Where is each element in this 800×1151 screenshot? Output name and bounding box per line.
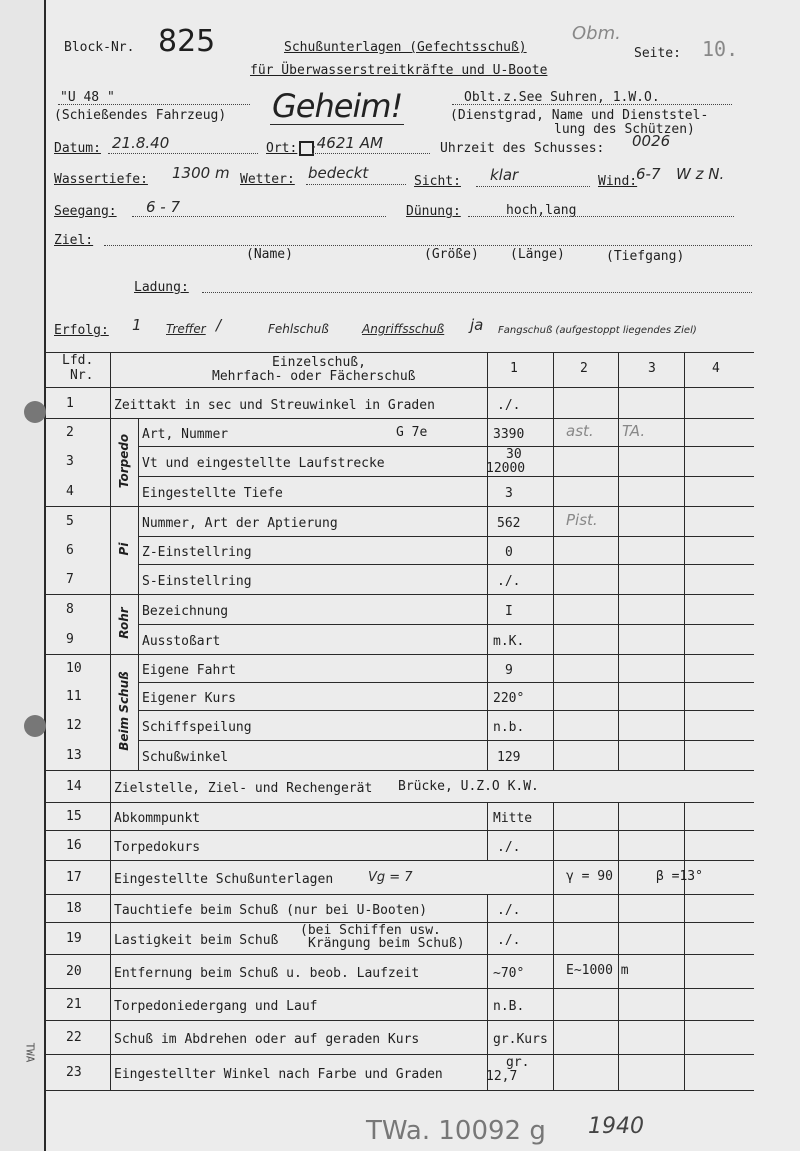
table-rule (44, 506, 754, 507)
head-col-1: 1 (510, 361, 518, 376)
row-description-note: Krängung beim Schuß) (308, 936, 465, 951)
row-number: 23 (66, 1065, 82, 1080)
row-extra-value: G 7e (396, 425, 428, 440)
head-col-3: 3 (648, 361, 656, 376)
col1-value: 0 (505, 545, 513, 560)
wind-value: 6-7 (636, 165, 661, 183)
ort-dots (312, 153, 430, 154)
table-rule (138, 446, 754, 447)
archive-stamp: TWa. 10092 g (366, 1116, 546, 1146)
row-description: Art, Nummer (142, 427, 229, 442)
row-number: 18 (66, 901, 82, 916)
row-description: Tauchtiefe beim Schuß (nur bei U-Booten) (114, 903, 428, 918)
table-rule (44, 594, 754, 595)
vessel-name: "U 48 " (60, 90, 115, 105)
head-nr: Nr. (70, 368, 94, 383)
table-rule (44, 352, 754, 353)
seegang-label: Seegang: (54, 204, 117, 219)
col1-value: ./. (497, 397, 521, 413)
table-rule (44, 954, 754, 955)
sicht-label: Sicht: (414, 174, 461, 189)
row-number: 7 (66, 572, 74, 587)
wetter-value: bedeckt (308, 164, 369, 182)
form-title-line1: Schußunterlagen (Gefechtsschuß) (284, 40, 527, 55)
row-description: Eingestellte Schußunterlagen (114, 872, 334, 887)
row-description: Torpedokurs (114, 840, 201, 855)
row-number: 19 (66, 931, 82, 946)
row-number: 4 (66, 484, 74, 499)
col1-value: n.b. (493, 720, 525, 735)
row-number: 20 (66, 964, 82, 979)
duenung-value: hoch,lang (506, 203, 577, 218)
col1-value: gr. (506, 1055, 530, 1070)
table-rule (44, 770, 754, 771)
datum-dots (108, 153, 258, 154)
ziel-laenge-caption: (Länge) (510, 247, 565, 262)
row-description: Entfernung beim Schuß u. beob. Laufzeit (114, 966, 420, 981)
table-rule (44, 860, 754, 861)
row-description: Zeittakt in sec und Streuwinkel in Graden (114, 397, 435, 413)
col1-value: 129 (497, 750, 521, 765)
table-rule (138, 476, 754, 477)
archive-year: 1940 (588, 1114, 644, 1139)
table-rule (138, 654, 139, 770)
shooter-caption-2: lung des Schützen) (554, 122, 695, 137)
table-rule (553, 352, 554, 770)
punch-hole-bottom (24, 715, 46, 737)
ziel-dots (104, 245, 752, 246)
sicht-value: klar (490, 166, 519, 184)
fangschuss-label: Fangschuß (aufgestoppt liegendes Ziel) (498, 325, 697, 336)
col1-value: 9 (505, 663, 513, 678)
table-rule (44, 894, 754, 895)
row-number: 11 (66, 689, 82, 704)
treffer-mark: / (216, 316, 222, 334)
table-rule (138, 710, 754, 711)
title-annotation: Obm. (572, 23, 621, 44)
table-rule (138, 536, 754, 537)
angriffsschuss-label: Angriffsschuß (362, 322, 445, 336)
pi-group-label: Pi (117, 542, 131, 556)
col1-value: 3390 (493, 427, 525, 442)
datum-value: 21.8.40 (112, 134, 170, 152)
row-description-note: (bei Schiffen usw. (300, 923, 441, 938)
table-rule (44, 418, 754, 419)
row-number: 6 (66, 543, 74, 558)
col1-value: ./. (497, 840, 521, 855)
row-number: 9 (66, 632, 74, 647)
secret-underline (270, 124, 404, 125)
row-description: Eigene Fahrt (142, 663, 236, 678)
margin-annotation: TWA (23, 1042, 37, 1063)
row-number: 1 (66, 395, 74, 411)
col1-value: 562 (497, 516, 521, 531)
row-description: Schuß im Abdrehen oder auf geraden Kurs (114, 1032, 420, 1047)
col1-value: ~70° (493, 966, 525, 981)
table-rule (487, 352, 488, 770)
table-rule (44, 830, 754, 831)
col2-value: Pist. (566, 511, 598, 529)
table-rule (138, 624, 754, 625)
row-description: Nummer, Art der Aptierung (142, 516, 338, 531)
head-lfd: Lfd. (62, 353, 94, 368)
row-description: Schußwinkel (142, 750, 229, 765)
table-rule (553, 802, 554, 1090)
row-description: Z-Einstellring (142, 545, 252, 560)
wetter-label: Wetter: (240, 172, 295, 187)
block-number: 825 (158, 24, 216, 59)
secret-stamp: Geheim! (272, 87, 403, 125)
col1-value: 30 (506, 447, 522, 462)
ort-label: Ort: (266, 141, 298, 156)
table-rule (44, 387, 754, 388)
row-description: Lastigkeit beim Schuß (114, 933, 279, 948)
col1-value: ./. (497, 903, 521, 918)
col1-value: 3 (505, 486, 513, 501)
col1-value: I (505, 604, 513, 619)
block-label: Block-Nr. (64, 40, 135, 55)
wassertiefe-label: Wassertiefe: (54, 172, 148, 187)
form-title-line2: für Überwasserstreitkräfte und U-Boote (250, 63, 548, 78)
duenung-dots (468, 216, 734, 217)
table-rule (487, 894, 488, 1090)
row-description: Torpedoniedergang und Lauf (114, 999, 318, 1014)
page-label: Seite: (634, 46, 681, 61)
row-description: S-Einstellring (142, 574, 252, 589)
table-rule (138, 682, 754, 683)
col1-value: n.B. (493, 999, 525, 1014)
row-number: 12 (66, 718, 82, 733)
uhrzeit-label: Uhrzeit des Schusses: (440, 141, 605, 156)
table-rule (138, 740, 754, 741)
table-rule (618, 352, 619, 770)
ziel-name-caption: (Name) (246, 247, 293, 262)
table-rule (44, 1020, 754, 1021)
wassertiefe-value: 1300 m (172, 164, 230, 182)
ladung-label: Ladung: (134, 280, 189, 295)
table-rule (487, 802, 488, 860)
table-rule (138, 418, 139, 506)
row-number: 2 (66, 425, 74, 440)
duenung-label: Dünung: (406, 204, 461, 219)
table-rule (44, 988, 754, 989)
sicht-dots (476, 186, 590, 187)
head-col-4: 4 (712, 361, 720, 376)
table-rule (44, 1054, 754, 1055)
ziel-groesse-caption: (Größe) (424, 247, 479, 262)
beim-schuss-group-label: Beim Schuß (117, 671, 131, 751)
row-number: 8 (66, 602, 74, 617)
treffer-label: Treffer (166, 322, 206, 336)
row-number: 15 (66, 809, 82, 824)
col2-value: E~1000 m (566, 963, 629, 978)
head-col-2: 2 (580, 361, 588, 376)
wind-direction: W z N. (676, 165, 725, 183)
row-number: 3 (66, 454, 74, 469)
row-description: Schiffspeilung (142, 720, 252, 735)
table-rule (618, 802, 619, 1090)
vessel-dots (58, 104, 250, 105)
page-number: 10. (702, 37, 739, 61)
col1-value: gr.Kurs (493, 1032, 548, 1047)
row-description: Ausstoßart (142, 634, 221, 649)
datum-label: Datum: (54, 141, 101, 156)
row-extra-value: Vg = 7 (368, 870, 413, 885)
table-rule (684, 802, 685, 1090)
col1-value: m.K. (493, 634, 525, 649)
head-desc-2: Mehrfach- oder Fächerschuß (212, 369, 416, 384)
table-rule (44, 654, 754, 655)
angriffsschuss-value: ja (470, 316, 484, 334)
row-number: 5 (66, 514, 74, 529)
head-desc-1: Einzelschuß, (272, 355, 366, 370)
col2-value: ast. (566, 422, 594, 440)
row-number: 17 (66, 870, 82, 885)
shooter-caption-1: (Dienstgrad, Name und Dienststel- (450, 108, 709, 123)
shooter-name: Oblt.z.See Suhren, 1.W.O. (464, 90, 660, 105)
ziel-tiefgang-caption: (Tiefgang) (606, 249, 685, 264)
col1-value: ./. (497, 933, 521, 948)
table-rule (110, 352, 111, 1090)
row-number: 16 (66, 838, 82, 853)
seegang-value: 6 - 7 (146, 198, 181, 216)
row-description: Vt und eingestellte Laufstrecke (142, 456, 385, 471)
table-rule (138, 594, 139, 654)
fehlschuss-label: Fehlschuß (268, 322, 329, 336)
wetter-dots (306, 184, 406, 185)
row-description: Eingestellte Tiefe (142, 486, 283, 501)
row-description: Eingestellter Winkel nach Farbe und Graden (114, 1067, 443, 1082)
punch-hole-top (24, 401, 46, 423)
shooter-dots (452, 104, 732, 105)
rohr-group-label: Rohr (117, 607, 131, 639)
wind-label: Wind: (598, 174, 638, 189)
table-rule (44, 802, 754, 803)
table-rule (138, 506, 139, 594)
ladung-dots (202, 292, 752, 293)
col1-value: 12,7 (486, 1069, 518, 1084)
table-rule (44, 1090, 754, 1091)
col1-value: ./. (497, 574, 521, 589)
row-number: 14 (66, 779, 82, 794)
row-number: 22 (66, 1030, 82, 1045)
col2-value: γ = 90 (566, 869, 613, 884)
row-description: Bezeichnung (142, 604, 229, 619)
table-rule (138, 564, 754, 565)
row-description: Zielstelle, Ziel- und Rechengerät (114, 781, 373, 796)
torpedo-group-label: Torpedo (117, 433, 131, 489)
vessel-caption: (Schießendes Fahrzeug) (54, 108, 227, 123)
seegang-dots (132, 216, 386, 217)
col1-value: 220° (493, 691, 525, 706)
row-extra-value: Brücke, U.Z.O K.W. (398, 779, 539, 794)
row-number: 21 (66, 997, 82, 1012)
col1-value: Mitte (493, 811, 533, 826)
row-number: 10 (66, 661, 82, 676)
col1-value: 12000 (486, 461, 526, 476)
erfolg-count: 1 (132, 316, 142, 334)
table-rule (684, 352, 685, 770)
uhrzeit-value: 0026 (632, 132, 671, 150)
row-description: Abkommpunkt (114, 811, 201, 826)
erfolg-label: Erfolg: (54, 323, 109, 338)
row-number: 13 (66, 748, 82, 763)
ort-value: .4621 AM (312, 134, 383, 152)
row-description: Eigener Kurs (142, 691, 236, 706)
col3-value: TA. (622, 422, 646, 440)
col3-value: β =13° (656, 869, 703, 884)
ziel-label: Ziel: (54, 233, 94, 248)
